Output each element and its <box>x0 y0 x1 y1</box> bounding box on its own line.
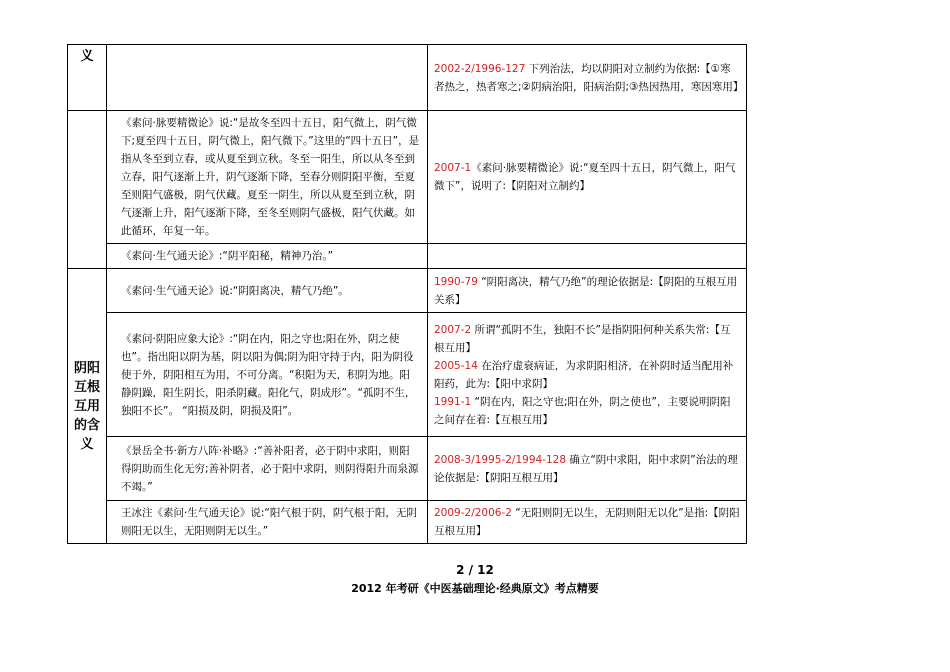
source-cell <box>107 45 428 111</box>
question-cell <box>428 313 747 437</box>
exam-question <box>434 357 740 393</box>
exam-code: 2007-1 <box>434 162 472 174</box>
source-cell: 《景岳全书·新方八阵·补略》:“善补阳者，必于阴中求阳，则阳得阴助而生化无穷;善补阴者，必于阳中求阴，则阴得阳升而泉源不竭。” <box>107 437 428 501</box>
question-cell <box>428 111 747 244</box>
exam-question <box>434 393 740 429</box>
table-row <box>68 45 747 111</box>
question-text: 在治疗虚衰病证，为求阴阳相济，在补阴时适当配用补阳药，此为:【阳中求阴】 <box>434 359 734 390</box>
table-row <box>68 111 747 244</box>
exam-code: 2005-14 <box>434 359 478 372</box>
question-text: 《素问·脉要精微论》说:“夏至四十五日，阴气微上，阳气微下”，说明了:【阴阳对立制约】 <box>434 162 736 192</box>
exam-code: 1991-1 <box>434 395 472 408</box>
source-cell: 王冰注《素问·生气通天论》说:“阳气根于阴，阴气根于阳，无阴则阳无以生，无阳则阴无以生。” <box>107 501 428 544</box>
table-row <box>68 437 747 501</box>
footer-title: 2012 年考研《中医基础理论·经典原文》考点精要 <box>351 582 599 595</box>
exam-question <box>434 159 740 195</box>
table-row <box>68 313 747 437</box>
table-row <box>68 501 747 544</box>
question-cell <box>428 269 747 313</box>
exam-question <box>434 60 744 96</box>
category-cell: 义 <box>68 45 107 111</box>
exam-code: 1990-79 <box>434 275 478 288</box>
question-cell <box>428 501 747 544</box>
category-cell: 阴阳互根互用的含义 <box>68 269 107 544</box>
table-row <box>68 269 747 313</box>
question-text: 确立“阴中求阳，阳中求阴”治法的理论依据是:【阴阳互根互用】 <box>434 453 738 484</box>
question-cell-empty <box>428 244 747 269</box>
exam-code: 2007-2 <box>434 323 472 336</box>
table-row <box>68 244 747 269</box>
exam-question <box>434 273 740 309</box>
page-number: 2 / 12 <box>456 563 494 577</box>
exam-question <box>434 321 740 357</box>
question-text: “无阳则阴无以生，无阴则阳无以化”是指:【阴阳互根互用】 <box>434 507 740 537</box>
source-cell: 《素问·生气通天论》说:“阴阳离决，精气乃绝”。 <box>107 269 428 313</box>
question-text: “阴阳离决，精气乃绝”的理论依据是:【阴阳的互根互用关系】 <box>434 275 738 306</box>
question-cell <box>428 437 747 501</box>
question-text: 所谓“孤阴不生，独阳不长”是指阴阳何种关系失常:【互根互用】 <box>434 323 731 354</box>
exam-question <box>434 504 740 540</box>
source-cell: 《素问·生气通天论》:“阴平阳秘，精神乃治。” <box>107 244 428 269</box>
exam-question <box>434 451 740 487</box>
question-text: 下列治法，均以阴阳对立制约为依据:【①寒者热之，热者寒之;②阴病治阳，阳病治阴;③热因热用，寒因寒用】 <box>434 62 744 93</box>
notes-table <box>67 44 747 544</box>
source-cell: 《素问·脉要精微论》说:“是故冬至四十五日，阳气微上，阴气微下;夏至四十五日，阴气微上，阳气微下。”这里的“四十五日”，是指从冬至到立春，或从夏至到立秋。冬至一阳生，所以从冬至到立春，阳气逐渐上升，阴气逐渐下降，至春分则阴阳平衡，至夏至则阳气盛极，阴气伏藏。夏至一阴生，所以从夏至到立秋，阴气逐渐上升，阳气逐渐下降，至冬至则阴气盛极，阳气伏藏。如此循环，年复一年。 <box>107 111 428 244</box>
category-cell-empty <box>68 111 107 269</box>
exam-code: 2002-2/1996-127 <box>434 62 526 75</box>
question-cell <box>428 45 747 111</box>
exam-code: 2009-2/2006-2 <box>434 507 512 519</box>
question-text: “阴在内，阳之守也;阳在外，阴之使也”，主要说明阴阳之间存在着:【互根互用】 <box>434 395 731 426</box>
exam-code: 2008-3/1995-2/1994-128 <box>434 453 567 466</box>
source-cell: 《素问·阴阳应象大论》:“阴在内，阳之守也;阳在外，阴之使也”。指出阳以阴为基，阴以阳为偶;阴为阳守持于内，阳为阴役使于外，阴阳相互为用，不可分离。“积阳为天，积阴为地。阳静阴躁，阳生阴长，阳杀阴藏。阳化气，阴成形”。“孤阴不生，独阳不长”。 “阳损及阴，阴损及阳”。 <box>107 313 428 437</box>
